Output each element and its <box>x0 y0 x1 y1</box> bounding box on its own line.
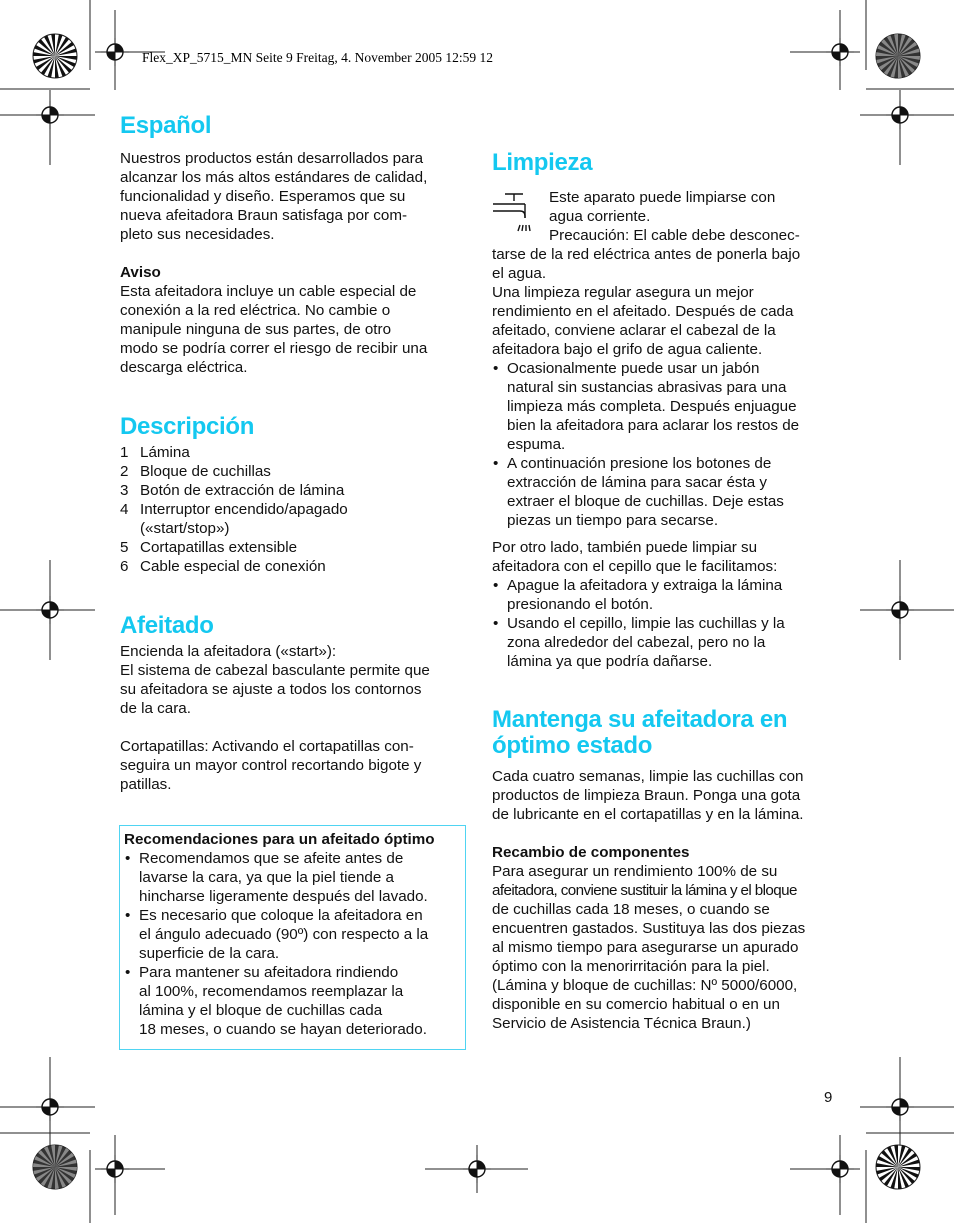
heading-espanol: Español <box>120 112 212 139</box>
tip-line: lámina y el bloque de cuchillas cada <box>139 1002 383 1019</box>
cleaning-bullets <box>492 359 800 530</box>
brush-bullets <box>492 576 785 671</box>
maintain-line: de lubricante en el cortapatillas y en la lámina. <box>492 806 804 823</box>
item-label: Cortapatillas extensible <box>140 539 298 556</box>
tip-line: Para mantener su afeitadora rindiendo <box>139 964 399 981</box>
starburst-mark-icon <box>876 1145 920 1189</box>
cleaning-line: agua corriente. <box>549 208 651 225</box>
item-label: Lámina <box>140 444 190 461</box>
item-number: 4 <box>120 501 129 518</box>
starburst-mark-icon <box>876 34 920 78</box>
print-slug-line: Flex_XP_5715_MN Seite 9 Freitag, 4. November 2005 12:59 12 <box>142 50 493 65</box>
intro-line: alcanzar los más altos estándares de calidad, <box>120 169 428 186</box>
description-item <box>120 557 348 576</box>
bullet-line: lámina ya que podría dañarse. <box>507 653 713 670</box>
bullet-line: Ocasionalmente puede usar un jabón <box>507 360 760 377</box>
item-label: Interruptor encendido/apagado <box>140 501 348 518</box>
brush-paragraph <box>492 538 785 671</box>
brush-bullet <box>492 576 785 614</box>
parts-section <box>492 843 805 1033</box>
starburst-mark-icon <box>33 34 77 78</box>
parts-line: Para asegurar un rendimiento 100% de su <box>492 863 778 880</box>
warning-section <box>120 263 427 377</box>
registration-target-icon <box>886 1093 914 1121</box>
cleaning-bullet <box>492 359 800 454</box>
item-label: Cable especial de conexión <box>140 558 326 575</box>
description-item <box>120 500 348 538</box>
tip-line: al 100%, recomendamos reemplazar la <box>139 983 404 1000</box>
tip-line: 18 meses, o cuando se hayan deteriorado. <box>139 1021 427 1038</box>
item-number: 3 <box>120 482 129 499</box>
bullet-line: espuma. <box>507 436 566 453</box>
bullet-line: natural sin sustancias abrasivas para una <box>507 379 787 396</box>
bullet-line: piezas un tiempo para secarse. <box>507 512 719 529</box>
maintain-line: productos de limpieza Braun. Ponga una gota <box>492 787 801 804</box>
bullet-line: zona alrededor del cabezal, pero no la <box>507 634 766 651</box>
description-item <box>120 481 348 500</box>
shaving-line: de la cara. <box>120 700 191 717</box>
parts-line: de cuchillas cada 18 meses, o cuando se <box>492 901 770 918</box>
cleaning-line: rendimiento en el afeitado. Después de cada <box>492 303 794 320</box>
intro-line: nueva afeitadora Braun satisfaga por com- <box>120 207 408 224</box>
page-number: 9 <box>824 1089 833 1106</box>
item-label: («start/stop») <box>140 520 230 537</box>
registration-target-icon <box>36 1093 64 1121</box>
parts-line: disponible en su comercio habitual o en un <box>492 996 780 1013</box>
item-label: Bloque de cuchillas <box>140 463 271 480</box>
water-tap-icon <box>492 191 538 233</box>
item-number: 2 <box>120 463 129 480</box>
tips-box <box>119 825 466 1050</box>
heading-line: Mantenga su afeitadora en <box>492 706 788 733</box>
registration-target-icon <box>36 596 64 624</box>
registration-target-icon <box>101 1155 129 1183</box>
trimmer-line: patillas. <box>120 776 172 793</box>
registration-target-icon <box>826 38 854 66</box>
cleaning-line: Este aparato puede limpiarse con <box>549 189 776 206</box>
cleaning-line: afeitado, conviene aclarar el cabezal de la <box>492 322 776 339</box>
brush-line: Por otro lado, también puede limpiar su <box>492 539 758 556</box>
heading-limpieza: Limpieza <box>492 149 593 176</box>
warning-line: modo se podría correr el riesgo de recibir una <box>120 340 428 357</box>
shaving-paragraph <box>120 642 430 718</box>
tip-item <box>124 906 461 963</box>
starburst-mark-icon <box>33 1145 77 1189</box>
cleaning-paragraph <box>492 245 800 530</box>
bullet-line: extracción de lámina para sacar ésta y <box>507 474 768 491</box>
parts-line: (Lámina y bloque de cuchillas: Nº 5000/6000, <box>492 977 798 994</box>
tip-item <box>124 849 461 906</box>
cleaning-line: Precaución: El cable debe desconec- <box>549 227 800 244</box>
item-label: Botón de extracción de lámina <box>140 482 345 499</box>
tips-list <box>124 849 461 1039</box>
item-number: 1 <box>120 444 129 461</box>
registration-target-icon <box>886 101 914 129</box>
registration-target-icon <box>886 596 914 624</box>
tip-line: Recomendamos que se afeite antes de <box>139 850 404 867</box>
bullet-line: presionando el botón. <box>507 596 654 613</box>
trimmer-line: seguira un mayor control recortando bigote y <box>120 757 422 774</box>
parts-line: óptimo con la menorirritación para la piel. <box>492 958 770 975</box>
description-list <box>120 443 348 576</box>
registration-target-icon <box>36 101 64 129</box>
registration-target-icon <box>826 1155 854 1183</box>
tip-line: Es necesario que coloque la afeitadora en <box>139 907 423 924</box>
bullet-line: limpieza más completa. Después enjuague <box>507 398 797 415</box>
bullet-line: extraer el bloque de cuchillas. Deje estas <box>507 493 784 510</box>
parts-line: afeitadora, conviene sustituir la lámina y el bloque <box>492 882 797 899</box>
parts-title: Recambio de componentes <box>492 844 690 861</box>
intro-line: Nuestros productos están desarrollados para <box>120 150 424 167</box>
bullet-line: bien la afeitadora para aclarar los restos de <box>507 417 800 434</box>
shaving-line: El sistema de cabezal basculante permite que <box>120 662 430 679</box>
intro-line: funcionalidad y diseño. Esperamos que su <box>120 188 406 205</box>
description-item <box>120 443 348 462</box>
heading-afeitado: Afeitado <box>120 612 214 639</box>
bullet-line: Apague la afeitadora y extraiga la lámina <box>507 577 783 594</box>
parts-line: encuentren gastados. Sustituya las dos piezas <box>492 920 806 937</box>
warning-line: conexión a la red eléctrica. No cambie o <box>120 302 391 319</box>
description-item <box>120 462 348 481</box>
brush-bullet <box>492 614 785 671</box>
bullet-line: Usando el cepillo, limpie las cuchillas y la <box>507 615 785 632</box>
heading-line: óptimo estado <box>492 732 653 759</box>
cleaning-line: el agua. <box>492 265 547 282</box>
heading-descripcion: Descripción <box>120 413 255 440</box>
cleaning-intro <box>549 188 800 245</box>
registration-target-icon <box>463 1155 491 1183</box>
warning-line: manipule ninguna de sus partes, de otro <box>120 321 392 338</box>
warning-line: Esta afeitadora incluye un cable especial de <box>120 283 417 300</box>
tip-line: lavarse la cara, ya que la piel tiende a <box>139 869 394 886</box>
warning-line: descarga eléctrica. <box>120 359 248 376</box>
shaving-line: Encienda la afeitadora («start»): <box>120 643 337 660</box>
heading-mantenga <box>492 707 787 759</box>
tip-item <box>124 963 461 1039</box>
maintain-paragraph <box>492 767 804 824</box>
item-number: 6 <box>120 558 129 575</box>
cleaning-line: afeitadora bajo el grifo de agua caliente. <box>492 341 763 358</box>
cleaning-line: tarse de la red eléctrica antes de ponerla bajo <box>492 246 801 263</box>
parts-line: Servicio de Asistencia Técnica Braun.) <box>492 1015 751 1032</box>
tip-line: el ángulo adecuado (90º) con respecto a la <box>139 926 429 943</box>
item-number: 5 <box>120 539 129 556</box>
cleaning-bullet <box>492 454 800 530</box>
cleaning-line: Una limpieza regular asegura un mejor <box>492 284 754 301</box>
registration-target-icon <box>101 38 129 66</box>
description-item <box>120 538 348 557</box>
tip-line: hincharse ligeramente después del lavado. <box>139 888 428 905</box>
warning-title: Aviso <box>120 264 161 281</box>
trimmer-line: Cortapatillas: Activando el cortapatillas con- <box>120 738 414 755</box>
intro-paragraph <box>120 149 427 244</box>
brush-line: afeitadora con el cepillo que le facilitamos: <box>492 558 778 575</box>
parts-line: al mismo tiempo para asegurarse un apurado <box>492 939 799 956</box>
tips-title: Recomendaciones para un afeitado óptimo <box>124 831 435 848</box>
trimmer-paragraph <box>120 737 421 794</box>
maintain-line: Cada cuatro semanas, limpie las cuchillas con <box>492 768 804 785</box>
intro-line: pleto sus necesidades. <box>120 226 275 243</box>
tip-line: superficie de la cara. <box>139 945 280 962</box>
bullet-line: A continuación presione los botones de <box>507 455 772 472</box>
shaving-line: su afeitadora se ajuste a todos los contornos <box>120 681 422 698</box>
